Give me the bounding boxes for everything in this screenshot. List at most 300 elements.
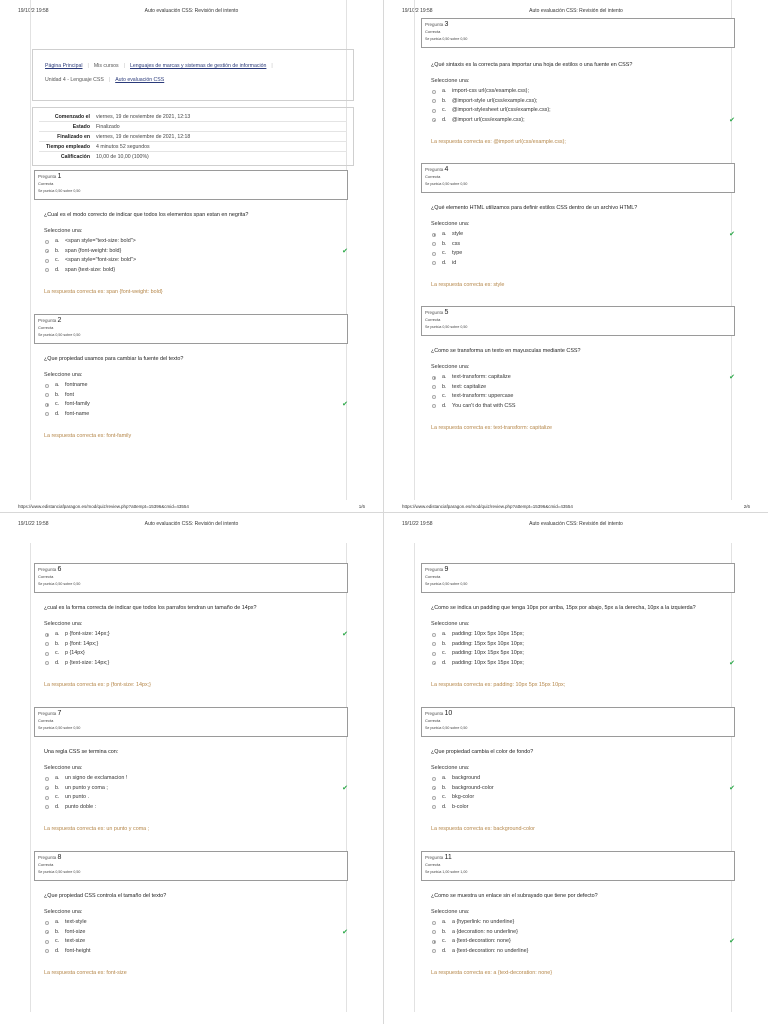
option-text: You can't do that with CSS	[452, 402, 516, 409]
answer-option[interactable]	[431, 649, 731, 659]
radio-button[interactable]	[432, 921, 436, 925]
answer-option[interactable]	[44, 774, 344, 784]
question-status: Correcta	[425, 574, 441, 579]
answer-option[interactable]	[431, 392, 731, 402]
question-number-value: 3	[444, 21, 449, 28]
answer-option[interactable]	[431, 640, 731, 650]
option-text: text-style	[65, 919, 87, 925]
option-text: fontname	[65, 382, 88, 388]
option-text: un punto y coma ;	[65, 784, 108, 791]
page-header	[18, 521, 365, 531]
option-text: font-family	[65, 401, 90, 407]
radio-button-selected[interactable]	[45, 403, 49, 407]
correct-answer-feedback: La respuesta correcta es: @import url(css/example.css);	[431, 139, 566, 145]
radio-button-selected[interactable]	[432, 661, 436, 665]
correct-answer-feedback: La respuesta correcta es: padding: 10px 5px 15px 10px;	[431, 682, 566, 688]
summary-key: Estado	[72, 123, 90, 130]
correct-answer-feedback: La respuesta correcta es: font-family	[44, 433, 132, 439]
question-info-box	[34, 170, 348, 200]
question-points: Se puntúa 0,50 sobre 0,50	[425, 726, 468, 730]
option-letter: b.	[442, 928, 447, 935]
print-title: Auto evaluación CSS: Revisión del intento	[529, 521, 623, 527]
question-status: Correcta	[38, 862, 54, 867]
option-text: padding: 10px 15px 5px 10px;	[452, 650, 524, 656]
radio-button-selected[interactable]	[45, 930, 49, 934]
radio-button[interactable]	[432, 949, 436, 953]
option-letter: b.	[55, 928, 60, 935]
option-text: text-transform: capitalize	[452, 374, 511, 380]
answer-option[interactable]	[431, 116, 735, 126]
answer-option[interactable]	[431, 97, 731, 107]
option-text: background-color	[452, 784, 494, 791]
question-number-value: 2	[57, 317, 62, 324]
answer-option[interactable]	[44, 247, 348, 257]
question-body	[431, 205, 735, 288]
answer-option[interactable]	[431, 87, 731, 97]
question-number	[38, 710, 344, 717]
option-text: a {text-decoration: none}	[452, 938, 511, 944]
question-label: Pregunta	[425, 22, 444, 27]
answer-option[interactable]	[44, 659, 344, 669]
option-letter: b.	[442, 97, 447, 104]
select-one-label: Seleccione una:	[431, 765, 470, 771]
print-url: https://www.edistanciafparagon.es/mod/quiz/review.php?attempt=15396&cmid=43554	[402, 504, 573, 509]
option-letter: a.	[55, 775, 60, 781]
summary-row	[39, 142, 347, 152]
radio-button[interactable]	[432, 805, 436, 809]
option-text: @import-style url(css/example.css);	[452, 97, 538, 104]
radio-button-selected[interactable]	[432, 786, 436, 790]
breadcrumb-my-courses[interactable]: Mis cursos	[93, 63, 119, 69]
summary-value: 4 minutos 52 segundos	[96, 143, 150, 150]
attempt-summary-table	[32, 107, 354, 166]
option-text: span {text-size: bold}	[65, 266, 116, 273]
radio-button[interactable]	[45, 384, 49, 388]
radio-button[interactable]	[45, 412, 49, 416]
question-number-value: 6	[57, 566, 62, 573]
question-text: ¿Que propiedad cambia el color de fondo?	[431, 749, 534, 755]
option-letter: d.	[442, 947, 447, 954]
option-letter: c.	[55, 401, 60, 407]
answer-option[interactable]	[44, 381, 344, 391]
option-text: a {decoration: no underline}	[452, 928, 518, 935]
radio-button[interactable]	[432, 99, 436, 103]
radio-button[interactable]	[432, 633, 436, 637]
correct-check-icon: ✔	[729, 938, 735, 945]
question-body	[431, 893, 735, 976]
question-number	[425, 166, 731, 173]
question-label: Pregunta	[425, 567, 444, 572]
radio-button[interactable]	[45, 642, 49, 646]
question-number-value: 10	[444, 710, 453, 717]
correct-check-icon: ✔	[342, 401, 348, 408]
option-text: b-color	[452, 803, 469, 810]
answer-option[interactable]	[431, 630, 731, 640]
question-text: ¿Cual es el modo correcto de indicar que todos los elementos span estan en negrita?	[44, 212, 249, 218]
select-one-label: Seleccione una:	[44, 372, 83, 378]
option-text: id	[452, 259, 457, 266]
question-number	[425, 566, 731, 573]
question-status: Correcta	[38, 718, 54, 723]
answer-option[interactable]	[431, 918, 731, 928]
answer-option[interactable]	[44, 918, 344, 928]
radio-button[interactable]	[45, 805, 49, 809]
summary-key: Calificación	[60, 153, 90, 160]
question-info-box	[34, 314, 348, 344]
question-body	[44, 605, 348, 688]
question-number-value: 8	[57, 854, 62, 861]
radio-button[interactable]	[432, 796, 436, 800]
answer-option[interactable]	[431, 373, 735, 383]
print-date: 19/1/22 19:58	[402, 521, 433, 527]
option-text: a {text-decoration: no underline}	[452, 947, 529, 954]
radio-button[interactable]	[432, 242, 436, 246]
radio-button[interactable]	[45, 661, 49, 665]
question-status: Correcta	[38, 325, 54, 330]
answer-option[interactable]	[44, 784, 348, 794]
question-points: Se puntúa 0,50 sobre 0,50	[38, 726, 81, 730]
question-text: Una regla CSS se termina con:	[44, 749, 119, 755]
option-letter: a.	[442, 775, 447, 781]
answer-option[interactable]	[431, 106, 731, 116]
question-number	[38, 566, 344, 573]
summary-row	[39, 122, 347, 132]
answer-option[interactable]	[44, 391, 344, 401]
correct-check-icon: ✔	[729, 116, 735, 124]
radio-button-selected[interactable]	[432, 940, 436, 944]
select-one-label: Seleccione una:	[44, 909, 83, 915]
question-body	[431, 62, 735, 145]
correct-check-icon: ✔	[342, 784, 348, 792]
print-date: 19/1/22 19:58	[18, 521, 49, 527]
question-info-box	[421, 563, 735, 593]
print-title: Auto evaluación CSS: Revisión del intento	[144, 8, 239, 14]
question-points: Se puntúa 0,50 sobre 0,50	[38, 189, 81, 193]
question-info-box	[34, 707, 348, 737]
option-text: font-size	[65, 928, 86, 935]
option-letter: d.	[442, 803, 447, 810]
breadcrumb-separator: |	[123, 63, 126, 69]
breadcrumb-unit[interactable]: Unidad 4 - Lenguaje CSS	[45, 77, 104, 83]
answer-option[interactable]	[44, 937, 344, 947]
question-number	[425, 21, 731, 28]
option-letter: d.	[442, 259, 447, 266]
option-letter: d.	[55, 947, 60, 954]
option-text: style	[452, 231, 464, 237]
option-letter: a.	[442, 919, 447, 925]
select-one-label: Seleccione una:	[431, 621, 470, 627]
pdf-page-1	[0, 0, 384, 512]
radio-button[interactable]	[432, 261, 436, 265]
correct-answer-feedback: La respuesta correcta es: un punto y coma ;	[44, 826, 150, 832]
correct-answer-feedback: La respuesta correcta es: p {font-size: 14px;}	[44, 682, 151, 688]
option-text: background	[452, 775, 481, 781]
question-label: Pregunta	[38, 711, 57, 716]
summary-key: Finalizado en	[57, 133, 90, 140]
option-letter: c.	[442, 650, 447, 656]
question-number-value: 9	[444, 566, 449, 573]
radio-button[interactable]	[432, 652, 436, 656]
option-text: <span style="text-size: bold">	[65, 238, 136, 244]
radio-button[interactable]	[45, 796, 49, 800]
select-one-label: Seleccione una:	[431, 909, 470, 915]
answer-option[interactable]	[431, 383, 731, 393]
summary-row	[39, 112, 347, 122]
radio-button[interactable]	[432, 90, 436, 94]
answer-option[interactable]	[44, 410, 344, 420]
answer-option[interactable]	[431, 784, 735, 794]
option-letter: b.	[442, 383, 447, 390]
correct-check-icon: ✔	[729, 659, 735, 667]
answer-option[interactable]	[431, 249, 731, 259]
question-info-box	[34, 851, 348, 881]
breadcrumb-quiz-link[interactable]: Auto evaluación CSS	[115, 77, 165, 83]
radio-button[interactable]	[45, 949, 49, 953]
question-status: Correcta	[425, 862, 441, 867]
answer-option[interactable]	[44, 640, 344, 650]
option-letter: c.	[55, 794, 60, 800]
page-number: 2/6	[743, 504, 750, 509]
option-text: span {font-weight: bold}	[65, 247, 122, 254]
correct-check-icon: ✔	[729, 231, 735, 238]
summary-value: viernes, 19 de noviembre de 2021, 12:13	[96, 113, 191, 120]
question-number-value: 7	[57, 710, 62, 717]
summary-row	[39, 152, 347, 161]
radio-button[interactable]	[432, 109, 436, 113]
radio-button[interactable]	[432, 777, 436, 781]
option-text: a {hyperlink: no underline}	[452, 919, 515, 925]
question-body	[44, 356, 348, 439]
breadcrumb-home-link[interactable]: Página Principal	[45, 63, 83, 69]
answer-option[interactable]	[431, 240, 731, 250]
question-number-value: 1	[57, 173, 62, 180]
answer-option[interactable]	[44, 400, 348, 410]
option-letter: a.	[55, 919, 60, 925]
answer-option[interactable]	[44, 947, 344, 957]
answer-option[interactable]	[431, 928, 731, 938]
answer-option[interactable]	[431, 230, 735, 240]
summary-value: Finalizado	[96, 123, 120, 130]
question-body	[44, 212, 348, 295]
option-text: punto doble :	[65, 803, 97, 810]
option-letter: b.	[55, 391, 60, 398]
answer-option[interactable]	[431, 659, 735, 669]
option-letter: c.	[442, 393, 447, 399]
correct-answer-feedback: La respuesta correcta es: text-transform: capitalize	[431, 425, 553, 431]
breadcrumb-separator: |	[271, 63, 273, 69]
question-status: Correcta	[425, 29, 441, 34]
radio-button[interactable]	[45, 259, 49, 263]
correct-answer-feedback: La respuesta correcta es: background-color	[431, 826, 535, 832]
radio-button[interactable]	[45, 268, 49, 272]
correct-check-icon: ✔	[729, 374, 735, 381]
radio-button[interactable]	[432, 404, 436, 408]
question-points: Se puntúa 0,50 sobre 0,50	[425, 37, 468, 41]
question-number-value: 11	[444, 854, 452, 861]
print-title: Auto evaluación CSS: Revisión del intento	[144, 521, 239, 527]
radio-button[interactable]	[45, 240, 49, 244]
option-text: bkg-color	[452, 794, 475, 800]
print-url: https://www.edistanciafparagon.es/mod/quiz/review.php?attempt=15396&cmid=43554	[18, 504, 189, 509]
question-label: Pregunta	[38, 318, 57, 323]
pdf-page-4	[384, 512, 768, 1024]
option-letter: d.	[55, 410, 60, 417]
option-letter: d.	[55, 266, 60, 273]
radio-button-selected[interactable]	[432, 118, 436, 122]
option-text: @import url(css/example.css);	[452, 116, 525, 123]
question-number	[425, 854, 731, 861]
answer-option[interactable]	[44, 237, 344, 247]
question-text: ¿Que propiedad usamos para cambiar la fuente del texto?	[44, 356, 184, 362]
radio-button[interactable]	[45, 777, 49, 781]
option-text: font	[65, 391, 74, 398]
question-text: ¿cual es la forma correcta de indicar que todos los parrafos tendran un tamaño de 14px?	[44, 605, 257, 611]
option-text: p {font-size: 14px;}	[65, 631, 110, 637]
answer-option[interactable]	[431, 402, 731, 412]
option-letter: b.	[442, 640, 447, 647]
answer-option[interactable]	[431, 937, 735, 947]
question-status: Correcta	[38, 574, 54, 579]
radio-button[interactable]	[432, 252, 436, 256]
question-body	[431, 605, 735, 688]
answer-option[interactable]	[44, 630, 348, 640]
question-status: Correcta	[38, 181, 54, 186]
question-number	[425, 309, 731, 316]
pdf-page-3	[0, 512, 384, 1024]
option-text: p {text-size: 14px;}	[65, 659, 110, 666]
answer-option[interactable]	[44, 266, 344, 276]
option-text: text-size	[65, 938, 86, 944]
radio-button-selected[interactable]	[45, 249, 49, 253]
question-text: ¿Qué sintaxis es la correcta para importar una hoja de estilos o una fuente en CSS?	[431, 62, 633, 68]
question-number	[425, 710, 731, 717]
radio-button-selected[interactable]	[432, 233, 436, 237]
radio-button[interactable]	[45, 652, 49, 656]
answer-option[interactable]	[44, 649, 344, 659]
answer-option[interactable]	[431, 774, 731, 784]
correct-check-icon: ✔	[342, 247, 348, 255]
summary-key: Tiempo empleado	[45, 143, 90, 150]
page-header	[402, 521, 750, 531]
question-info-box	[421, 306, 735, 336]
radio-button-selected[interactable]	[45, 786, 49, 790]
radio-button-selected[interactable]	[45, 633, 49, 637]
option-text: text-transform: uppercase	[452, 393, 514, 399]
radio-button[interactable]	[45, 940, 49, 944]
answer-option[interactable]	[44, 256, 344, 266]
option-text: padding: 10px 5px 15px 10px;	[452, 659, 524, 666]
option-text: <span style="font-size: bold">	[65, 257, 137, 263]
answer-option[interactable]	[431, 803, 731, 813]
option-letter: d.	[442, 116, 447, 123]
question-points: Se puntúa 0,50 sobre 0,50	[38, 333, 81, 337]
answer-option[interactable]	[44, 793, 344, 803]
print-date: 19/1/22 19:58	[402, 8, 433, 14]
option-letter: a.	[55, 631, 60, 637]
print-date: 19/1/22 19:58	[18, 8, 49, 14]
option-letter: b.	[442, 784, 447, 791]
question-label: Pregunta	[425, 167, 444, 172]
option-text: p {14px}	[65, 650, 85, 656]
radio-button[interactable]	[432, 930, 436, 934]
correct-answer-feedback: La respuesta correcta es: a {text-decoration: none}	[431, 970, 553, 976]
select-one-label: Seleccione una:	[431, 78, 470, 84]
select-one-label: Seleccione una:	[44, 765, 83, 771]
option-letter: b.	[55, 784, 60, 791]
option-letter: c.	[55, 650, 60, 656]
question-info-box	[421, 18, 735, 48]
radio-button[interactable]	[45, 921, 49, 925]
option-letter: a.	[442, 374, 447, 380]
pdf-page-2	[384, 0, 768, 512]
question-body	[44, 893, 348, 976]
question-points: Se puntúa 0,50 sobre 0,50	[425, 582, 468, 586]
option-text: import-css url(css/example.css);	[452, 88, 529, 94]
question-body	[431, 749, 735, 832]
answer-option[interactable]	[431, 947, 731, 957]
question-label: Pregunta	[38, 567, 57, 572]
question-label: Pregunta	[425, 711, 444, 716]
breadcrumb-course-link[interactable]: Lenguajes de marcas y sistemas de gestión de información	[130, 63, 267, 69]
answer-option[interactable]	[431, 793, 731, 803]
page-number: 1/6	[358, 504, 365, 509]
radio-button[interactable]	[432, 642, 436, 646]
summary-value: 10,00 de 10,00 (100%)	[96, 153, 149, 160]
option-text: padding: 10px 5px 10px 15px;	[452, 631, 524, 637]
question-number	[38, 854, 344, 861]
correct-answer-feedback: La respuesta correcta es: font-size	[44, 970, 127, 976]
question-info-box	[34, 563, 348, 593]
question-number	[38, 173, 344, 180]
question-text: ¿Como se indica un padding que tenga 10px por arriba, 15px por abajo, 5px a la derecha, 10px a la izquierda?	[431, 605, 696, 611]
option-text: text: capitalize	[452, 383, 487, 390]
question-label: Pregunta	[38, 855, 57, 860]
option-letter: d.	[55, 659, 60, 666]
answer-option[interactable]	[431, 259, 731, 269]
question-status: Correcta	[425, 317, 441, 322]
option-letter: a.	[442, 88, 447, 94]
option-letter: a.	[55, 382, 60, 388]
question-number-value: 5	[444, 309, 449, 316]
breadcrumb	[32, 49, 354, 101]
page-footer	[402, 500, 750, 512]
question-text: ¿Como se muestra un enlace sin el subrayado que tiene por defecto?	[431, 893, 598, 899]
option-text: @import-stylesheet url(css/example.css);	[452, 107, 551, 113]
radio-button[interactable]	[45, 393, 49, 397]
correct-check-icon: ✔	[342, 928, 348, 936]
breadcrumb-separator: |	[108, 77, 111, 83]
question-status: Correcta	[425, 174, 441, 179]
answer-option[interactable]	[44, 803, 344, 813]
answer-option[interactable]	[44, 928, 348, 938]
radio-button[interactable]	[432, 385, 436, 389]
option-text: p {font: 14px;}	[65, 640, 99, 647]
correct-answer-feedback: La respuesta correcta es: style	[431, 282, 505, 288]
option-letter: c.	[55, 257, 60, 263]
option-letter: b.	[55, 247, 60, 254]
radio-button-selected[interactable]	[432, 376, 436, 380]
question-points: Se puntúa 1,00 sobre 1,00	[425, 870, 468, 874]
summary-row	[39, 132, 347, 142]
option-text: type	[452, 250, 463, 256]
radio-button[interactable]	[432, 395, 436, 399]
correct-check-icon: ✔	[729, 784, 735, 792]
option-letter: d.	[442, 659, 447, 666]
page-footer	[18, 500, 365, 512]
question-label: Pregunta	[425, 855, 444, 860]
select-one-label: Seleccione una:	[44, 621, 83, 627]
summary-value: viernes, 19 de noviembre de 2021, 12:18	[96, 133, 191, 140]
